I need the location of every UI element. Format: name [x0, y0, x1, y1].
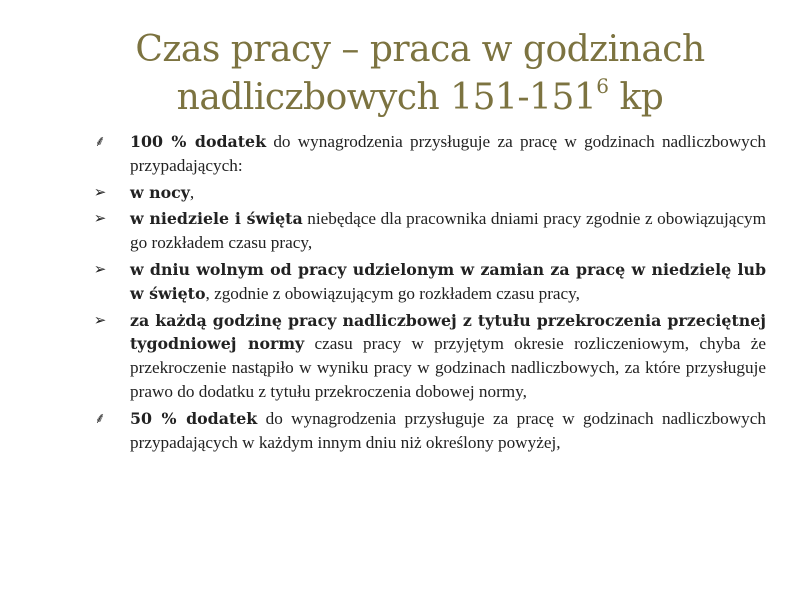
arrow-bullet-icon: ➢: [93, 259, 107, 278]
slide-title-superscript: 6: [596, 74, 609, 98]
list-item-bold: za każdą godzinę pracy nadliczbowej z tytułu przekroczenia przeciętnej tygodniowej normy: [130, 310, 766, 354]
slide-title: [100, 26, 740, 122]
list-item: [93, 258, 766, 306]
arrow-bullet-icon: ➢: [93, 310, 107, 329]
list-item: [93, 309, 766, 404]
list-item: [93, 207, 766, 255]
list-item-text: czasu pracy w przyjętym okresie rozliczeniowym, chyba że przekroczenie nastąpiło w wyniku pracy w godzinach nadliczbowych, za które przysługuje prawo do dodatku z tytułu przekroczenia dobowej normy,: [130, 334, 766, 401]
bullet-list: [93, 130, 766, 457]
list-item-text: ,: [189, 182, 195, 202]
arrow-bullet-icon: ➢: [93, 182, 107, 201]
bullet-ornament-icon: ⸙: [94, 408, 106, 427]
list-item: [94, 407, 766, 455]
list-item-text: do wynagrodzenia przysługuje za pracę w godzinach nadliczbowych przypadających:: [130, 132, 766, 175]
list-item: [93, 181, 766, 205]
list-item-bold: 100 % dodatek: [130, 132, 267, 151]
slide-title-line-1: Czas pracy – praca w godzinach: [135, 29, 705, 70]
list-item-text: do wynagrodzenia przysługuje za pracę w godzinach nadliczbowych przypadających w każdym innym dniu niż określony powyżej,: [130, 408, 766, 452]
list-item: [94, 130, 766, 178]
slide-title-line-2: [100, 74, 740, 122]
slide-title-tail: kp: [608, 77, 664, 118]
list-item-bold: 50 % dodatek: [130, 408, 258, 428]
list-item-text: niebędące dla pracownika dniami pracy zgodnie z obowiązującym go rozkładem czasu pracy,: [130, 209, 766, 253]
arrow-bullet-icon: ➢: [93, 209, 107, 228]
list-item-text: , zgodnie z obowiązującym go rozkładem czasu pracy,: [205, 283, 580, 303]
bullet-ornament-icon: ⸙: [94, 132, 106, 150]
list-item-bold: w nocy: [130, 182, 190, 202]
list-item-bold: w dniu wolnym od pracy udzielonym w zamian za pracę w niedzielę lub w święto: [130, 259, 766, 303]
slide-title-line-2-text: nadliczbowych 151-151: [176, 77, 597, 118]
list-item-bold: w niedziele i święta: [130, 209, 303, 229]
